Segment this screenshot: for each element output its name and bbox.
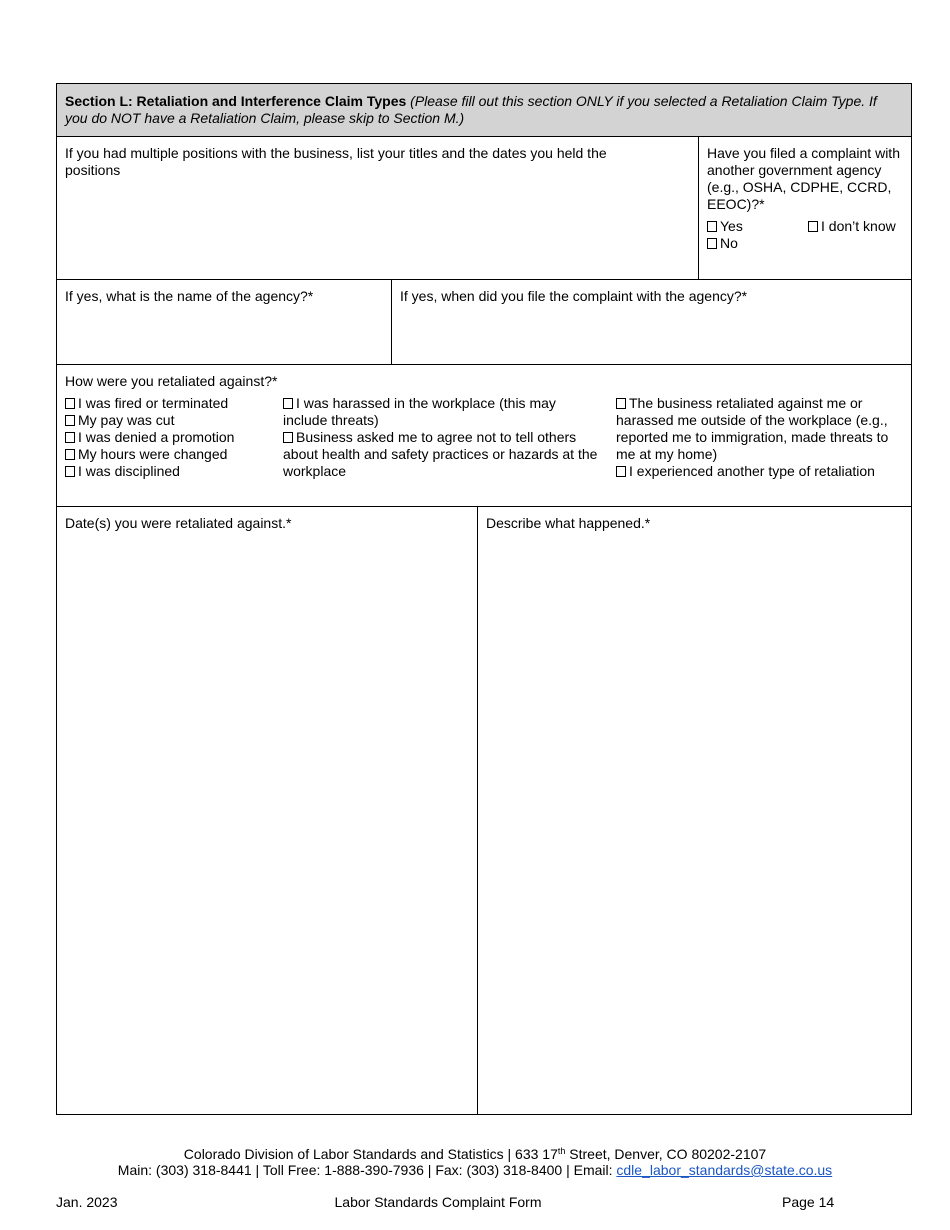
footer-contact: Main: (303) 318-8441 | Toll Free: 1-888-390-7936 | Fax: (303) 318-8400 | Email: cdle_labor_standards@state.co.us xyxy=(117,1162,833,1178)
retaliation-row xyxy=(57,365,911,507)
complaint-dont-know-option[interactable]: I don’t know xyxy=(808,218,896,235)
agency-name-label: If yes, what is the name of the agency?* xyxy=(65,288,314,304)
dont-know-checkbox[interactable] xyxy=(808,221,818,232)
checkbox[interactable] xyxy=(65,449,75,460)
fired-option[interactable]: I was fired or terminated xyxy=(65,395,280,412)
outside-workplace-option[interactable]: The business retaliated against me or harassed me outside of the workplace (e.g., reported me to immigration, made threats to me at my home) xyxy=(616,395,889,462)
positions-row xyxy=(57,137,911,280)
yes-checkbox[interactable] xyxy=(707,221,717,232)
complaint-cell xyxy=(699,137,911,279)
harassed-option[interactable]: I was harassed in the workplace (this may include threats) xyxy=(283,395,556,428)
agency-name-field[interactable] xyxy=(57,280,392,364)
page-number: Page 14 xyxy=(782,1194,835,1210)
retaliation-dates-field[interactable] xyxy=(57,507,478,1114)
disciplined-option[interactable]: I was disciplined xyxy=(65,463,280,480)
retaliation-cell xyxy=(57,365,911,506)
checkbox[interactable] xyxy=(283,398,293,409)
agency-date-field[interactable] xyxy=(392,280,911,364)
checkbox[interactable] xyxy=(283,432,293,443)
section-instructions: (Please fill out this section ONLY if you selected a Retaliation Claim Type. If you do NOT have a Retaliation Claim, please skip to Section M.) xyxy=(65,93,877,126)
checkbox[interactable] xyxy=(65,415,75,426)
complaint-no-option[interactable]: No xyxy=(707,235,738,252)
positions-field[interactable] xyxy=(57,137,699,279)
footer-form-name: Labor Standards Complaint Form xyxy=(334,1194,542,1210)
retaliation-label: How were you retaliated against?* xyxy=(65,373,278,389)
describe-label: Describe what happened.* xyxy=(486,515,651,531)
hours-changed-option[interactable]: My hours were changed xyxy=(65,446,280,463)
section-header xyxy=(57,84,911,137)
checkbox[interactable] xyxy=(65,466,75,477)
retaliation-form xyxy=(56,83,912,1115)
agency-date-label: If yes, when did you file the complaint with the agency?* xyxy=(400,288,748,304)
agree-not-tell-option[interactable]: Business asked me to agree not to tell others about health and safety practices or hazards at the workplace xyxy=(283,429,598,479)
retaliation-col-2 xyxy=(283,395,601,480)
complaint-label: Have you filed a complaint with another government agency (e.g., OSHA, CDPHE, CCRD, EEOC)?* xyxy=(707,145,900,212)
checkbox[interactable] xyxy=(616,466,626,477)
retaliation-col-3 xyxy=(616,395,908,480)
other-retaliation-option[interactable]: I experienced another type of retaliation xyxy=(616,463,908,480)
positions-label: If you had multiple positions with the business, list your titles and the dates you held the positions xyxy=(65,145,607,178)
retaliation-col-1 xyxy=(65,395,280,480)
complaint-yes-option[interactable]: Yes xyxy=(707,218,743,235)
checkbox[interactable] xyxy=(65,398,75,409)
email-link[interactable]: cdle_labor_standards@state.co.us xyxy=(616,1162,833,1178)
no-checkbox[interactable] xyxy=(707,238,717,249)
checkbox[interactable] xyxy=(65,432,75,443)
describe-field[interactable] xyxy=(478,507,911,1114)
agency-row xyxy=(57,280,911,365)
checkbox[interactable] xyxy=(616,398,626,409)
pay-cut-option[interactable]: My pay was cut xyxy=(65,412,280,429)
denied-promotion-option[interactable]: I was denied a promotion xyxy=(65,429,280,446)
details-row xyxy=(57,507,911,1114)
retaliation-dates-label: Date(s) you were retaliated against.* xyxy=(65,515,292,531)
section-title: Section L: Retaliation and Interference Claim Types xyxy=(65,93,407,109)
footer-date: Jan. 2023 xyxy=(56,1194,118,1210)
footer-address: Colorado Division of Labor Standards and Statistics | 633 17th Street, Denver, CO 80202-2107 xyxy=(183,1146,767,1162)
